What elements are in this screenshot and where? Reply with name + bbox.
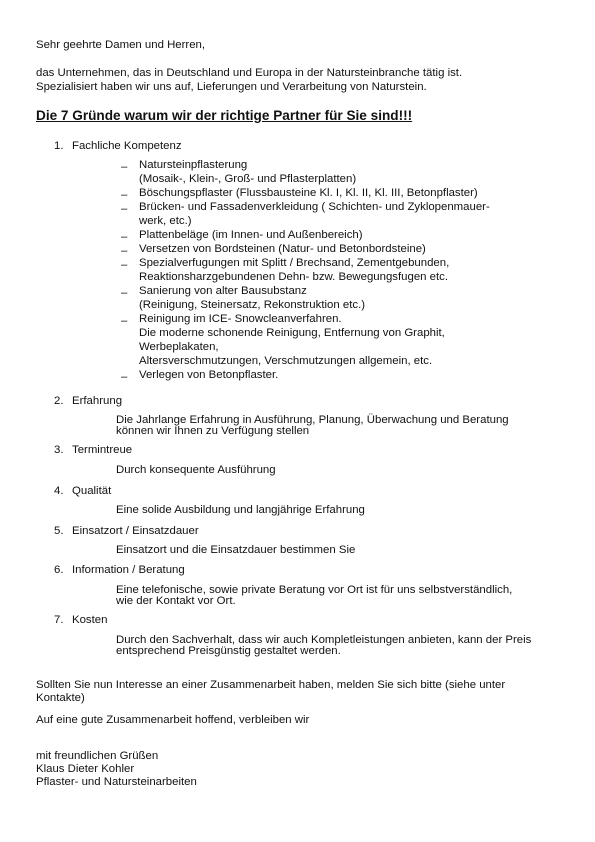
section-number: 4. <box>54 485 64 497</box>
section-heading: Fachliche Kompetenz <box>72 140 182 152</box>
bullet-line: Spezialverfugungen mit Splitt / Brechsand, Zementgebunden, <box>139 257 450 269</box>
section-number: 6. <box>54 564 64 576</box>
bullet-line: Werbeplakaten, <box>139 341 219 353</box>
bullet-dash: – <box>121 259 128 271</box>
salutation: Sehr geehrte Damen und Herren, <box>36 39 206 51</box>
bullet-line: Reinigung im ICE- Snowcleanverfahren. <box>139 313 342 325</box>
bullet-line: Reaktionsharzgebundenen Dehn- bzw. Bewegungsfugen etc. <box>139 271 449 283</box>
section-number: 1. <box>54 140 64 152</box>
closing-line-2: Kontakte) <box>36 692 85 704</box>
section-number: 7. <box>54 614 64 626</box>
section-heading: Qualität <box>72 485 112 497</box>
bullet-line: (Reinigung, Steinersatz, Rekonstruktion etc.) <box>139 299 366 311</box>
section-description: Die Jahrlange Erfahrung in Ausführung, Planung, Überwachung und Beratung <box>116 414 509 426</box>
section-heading: Erfahrung <box>72 395 123 407</box>
section-description: Eine solide Ausbildung und langjährige Erfahrung <box>116 504 365 516</box>
section-description: wie der Kontakt vor Ort. <box>116 595 236 607</box>
section-heading: Einsatzort / Einsatzdauer <box>72 525 199 537</box>
bullet-line: werk, etc.) <box>139 215 192 227</box>
bullet-line: Versetzen von Bordsteinen (Natur- und Betonbordsteine) <box>139 243 426 255</box>
bullet-dash: – <box>121 287 128 299</box>
section-heading: Termintreue <box>72 444 133 456</box>
intro-line-2: Spezialisiert haben wir uns auf, Lieferungen und Verarbeitung von Naturstein. <box>36 81 427 93</box>
bullet-line: Altersverschmutzungen, Verschmutzungen allgemein, etc. <box>139 355 433 367</box>
section-description: Einsatzort und die Einsatzdauer bestimmen Sie <box>116 544 356 556</box>
bullet-dash: – <box>121 315 128 327</box>
bullet-line: Sanierung von alter Bausubstanz <box>139 285 307 297</box>
section-description: entsprechend Preisgünstig gestaltet werden. <box>116 645 341 657</box>
bullet-line: Brücken- und Fassadenverkleidung ( Schichten- und Zyklopenmauer- <box>139 201 490 213</box>
closing-hope: Auf eine gute Zusammenarbeit hoffend, verbleiben wir <box>36 714 310 726</box>
signature-name: Klaus Dieter Kohler <box>36 763 135 775</box>
bullet-line: Verlegen von Betonpflaster. <box>139 369 279 381</box>
section-description: Durch konsequente Ausführung <box>116 464 276 476</box>
signature-company: Pflaster- und Natursteinarbeiten <box>36 776 197 788</box>
bullet-line: Böschungspflaster (Flussbausteine Kl. I, Kl. II, Kl. III, Betonpflaster) <box>139 187 478 199</box>
section-description: Durch den Sachverhalt, dass wir auch Kompletleistungen anbieten, kann der Preis <box>116 634 532 646</box>
bullet-line: Die moderne schonende Reinigung, Entfernung von Graphit, <box>139 327 445 339</box>
bullet-dash: – <box>121 245 128 257</box>
bullet-dash: – <box>121 161 128 173</box>
section-description: Eine telefonische, sowie private Beratung vor Ort ist für uns selbstverständlich, <box>116 584 513 596</box>
bullet-dash: – <box>121 371 128 383</box>
intro-line-1: das Unternehmen, das in Deutschland und Europa in der Natursteinbranche tätig ist. <box>36 67 463 79</box>
section-heading: Kosten <box>72 614 108 626</box>
section-number: 3. <box>54 444 64 456</box>
section-number: 2. <box>54 395 64 407</box>
bullet-dash: – <box>121 189 128 201</box>
section-number: 5. <box>54 525 64 537</box>
bullet-line: Plattenbeläge (im Innen- und Außenbereich) <box>139 229 363 241</box>
bullet-line: (Mosaik-, Klein-, Groß- und Pflasterplatten) <box>139 173 357 185</box>
signature-greeting: mit freundlichen Grüßen <box>36 750 159 762</box>
bullet-dash: – <box>121 231 128 243</box>
section-description: können wir Ihnen zu Verfügung stellen <box>116 425 310 437</box>
closing-line-1: Sollten Sie nun Interesse an einer Zusammenarbeit haben, melden Sie sich bitte (siehe unter <box>36 679 506 691</box>
page-title: Die 7 Gründe warum wir der richtige Partner für Sie sind!!! <box>36 108 413 123</box>
bullet-dash: – <box>121 203 128 215</box>
section-heading: Information / Beratung <box>72 564 185 576</box>
bullet-line: Natursteinpflasterung <box>139 159 248 171</box>
